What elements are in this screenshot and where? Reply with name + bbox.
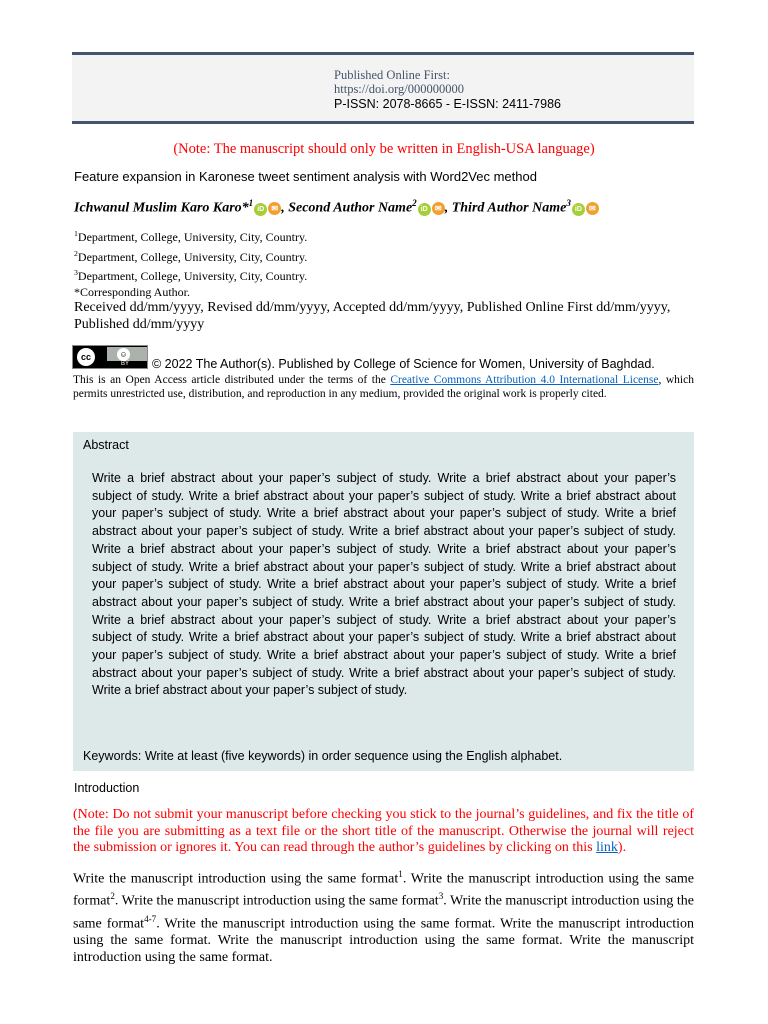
orcid-icon[interactable]: iD (418, 203, 431, 216)
affiliations (74, 226, 307, 300)
open-access-statement: This is an Open Access article distributed under the terms of the Creative Commons Attribution 4.0 International License, which permits unrestricted use, distribution, and reproduction in any medium, provided the original work is properly cited. (73, 374, 694, 400)
abstract-box (73, 432, 694, 771)
email-icon[interactable]: ✉ (586, 202, 599, 215)
doi-link[interactable]: https://doi.org/000000000 (334, 82, 464, 96)
author-affiliation: 1 (248, 198, 254, 208)
citation: 1 (398, 869, 403, 879)
by-label: BY (121, 361, 130, 367)
author-affiliation: 3 (566, 198, 571, 208)
citation: 3 (438, 891, 444, 902)
abstract-heading: Abstract (83, 438, 129, 452)
cc-license-badge[interactable] (72, 345, 148, 369)
publication-dates: Received dd/mm/yyyy, Revised dd/mm/yyyy, Accepted dd/mm/yyyy, Published Online First dd/mm/yyyy, Published dd/mm/yyyy (74, 300, 671, 332)
author-name: Third Author Name (451, 200, 567, 216)
corresponding-author: *Corresponding Author. (74, 284, 190, 299)
author-affiliation: 2 (412, 198, 417, 208)
attribution-person-icon: ☺ (117, 348, 130, 361)
orcid-icon[interactable]: iD (254, 203, 267, 216)
guidelines-link[interactable]: link (596, 840, 618, 856)
issn-text: P-ISSN: 2078-8665 - E-ISSN: 2411-7986 (334, 97, 561, 111)
keywords: Keywords: Write at least (five keywords) in order sequence using the English alphabet. (83, 749, 563, 763)
published-online-label: Published Online First: (334, 68, 450, 82)
license-link[interactable]: Creative Commons Attribution 4.0 International License (390, 374, 659, 386)
affiliation-line: $^3$Department, College, University, City, Country. (74, 268, 308, 283)
introduction-body: Write the manuscript introduction using the same format$^1$. Write the manuscript introduction using the same format$^2$. Write the manuscript introduction using the same format$^3$. Write the manuscript introduction using the same format$^{4-7}$. Write the manuscript introduction using the same format. Write the manuscript introduction using the same format. Write the manuscript introduction using the same format. Write the manuscript introduction using the same format. (73, 869, 695, 966)
email-icon[interactable]: ✉ (268, 202, 281, 215)
cc-logo-icon: cc (77, 348, 95, 366)
author-name: Second Author Name (288, 200, 413, 216)
copyright-notice: © 2022 The Author(s). Published by College of Science for Women, University of Baghdad. (152, 357, 655, 371)
paper-title: Feature expansion in Karonese tweet sentiment analysis with Word2Vec method (74, 169, 537, 184)
journal-header (72, 52, 694, 124)
introduction-heading: Introduction (74, 781, 140, 795)
orcid-icon[interactable]: iD (572, 203, 585, 216)
citation: 2 (110, 891, 115, 902)
affiliation-line: $^2$Department, College, University, City, Country. (74, 248, 308, 264)
author-list: Ichwanul Muslim Karo Karo*$^1$iD ✉ , Second Author Name$^2$iD ✉ , Third Author Name$^3$iD ✉ (74, 198, 599, 217)
citation: 4-7 (144, 913, 157, 924)
language-note: (Note: The manuscript should only be written in English-USA language) (173, 141, 595, 157)
email-icon[interactable]: ✉ (432, 202, 445, 215)
affiliation-line: $^1$Department, College, University, City, Country. (74, 229, 308, 244)
guidelines-note: (Note: Do not submit your manuscript before checking you stick to the journal’s guidelines, and fix the title of the file you are submitting as a text file or the short title of the manuscript. Otherwise the journal will reject the submission or ignores it. You can read through the author’s guidelines by clicking on this link). (73, 807, 694, 856)
author-name: Ichwanul Muslim Karo Karo* (74, 200, 249, 216)
abstract-body: Write a brief abstract about your paper’s subject of study. Write a brief abstract about your paper’s subject of study. Write a brief abstract about your paper’s subject of study. Write a brief abstract about your paper’s subject of study. Write a brief abstract about your paper’s subject of study. Write a brief abstract about your paper’s subject of study. Write a brief abstract about your paper’s subject of study. Write a brief abstract about your paper’s subject of study. Write a brief abstract about your paper’s subject of study. Write a brief abstract about your paper’s subject of study. Write a brief abstract about your paper’s subject of study. Write a brief abstract about your paper’s subject of study. Write a brief abstract about your paper’s subject of study. Write a brief abstract about your paper’s subject of study. Write a brief abstract about your paper’s subject of study. Write a brief abstract about your paper’s subject of study. Write a brief abstract about your paper’s subject of study. Write a brief abstract about your paper’s subject of study. Write a brief abstract about your paper’s subject of study. Write a brief abstract about your paper’s subject of study. Write a brief abstract about your paper’s subject of study. Write a brief abstract about your paper’s subject of study. (92, 471, 676, 698)
